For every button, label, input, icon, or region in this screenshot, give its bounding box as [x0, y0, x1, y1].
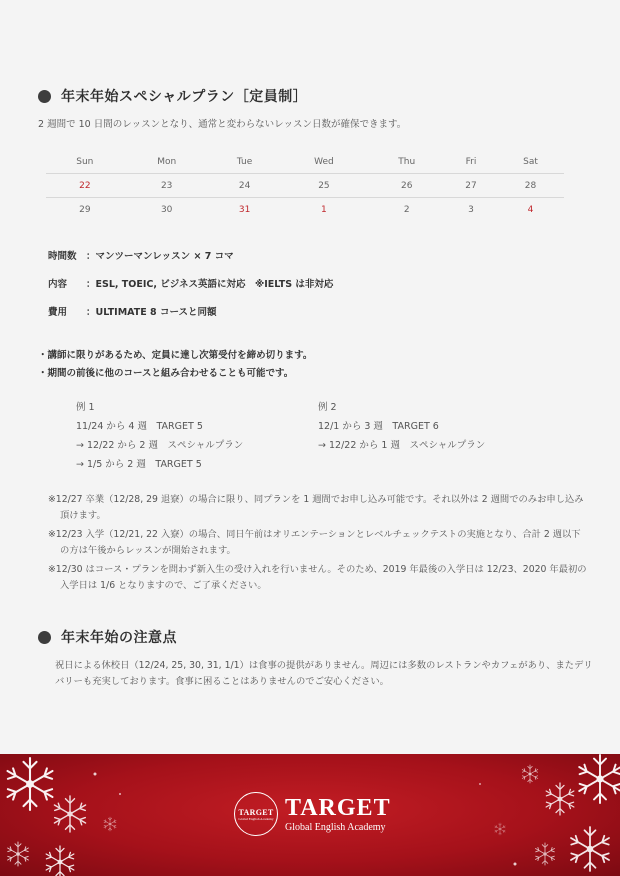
- example-line: 11/24 から 4 週 TARGET 5: [76, 421, 203, 432]
- info-content: [48, 276, 333, 290]
- example-1: [76, 398, 243, 474]
- example-line: 12/1 から 3 週 TARGET 6: [318, 421, 439, 432]
- logo-emblem-text: TARGET: [238, 807, 274, 817]
- calendar-date: 23: [124, 174, 210, 198]
- calendar-date: 30: [160, 204, 173, 215]
- example-line: → 12/22 から 1 週 スペシャルプラン: [318, 440, 486, 451]
- section-title: 年末年始の注意点: [61, 630, 177, 646]
- notice-body: 祝日による休校日（12/24, 25, 30, 31, 1/1）は食事の提供がありません。周辺には多数のレストランやカフェがあり、またデリバリーも充実しております。食事に困ることはありませんのでご安心ください。: [55, 660, 593, 687]
- calendar-date: 2: [403, 204, 410, 215]
- info-label: 時間数: [48, 251, 77, 262]
- bullet-list: [38, 347, 312, 383]
- target-logo: [234, 792, 391, 836]
- day-header: Sun: [46, 150, 124, 174]
- note-item: ※12/23 入学（12/21, 22 入寮）の場合、同日午前はオリエンテーションとレベルチェックテストの実施となり、合計 2 週以下の方は午後からレッスンが開始されます。: [48, 529, 581, 556]
- example-line: → 1/5 から 2 週 TARGET 5: [76, 459, 202, 470]
- info-value: ：ULTIMATE 8 コースと同額: [86, 307, 217, 318]
- logo-main-text: TARGET: [285, 794, 391, 821]
- info-label: 費用: [48, 307, 68, 318]
- section-heading-special-plan: [38, 86, 307, 106]
- logo-emblem: [234, 792, 278, 836]
- info-value: ：マンツーマンレッスン × 7 コマ: [86, 251, 234, 262]
- calendar-week-row: [46, 198, 564, 222]
- calendar-date: 3: [468, 204, 474, 215]
- info-value: ：ESL, TOEIC, ビジネス英語に対応 ※IELTS は非対応: [86, 279, 334, 290]
- example-2: [318, 398, 485, 455]
- day-header: Sat: [497, 150, 564, 174]
- info-label: 内容: [48, 279, 68, 290]
- calendar: [46, 150, 564, 221]
- logo-emblem-subtext: Global English Academy: [238, 816, 274, 821]
- logo-wordmark: [285, 796, 391, 833]
- calendar-date: 25: [279, 174, 368, 198]
- calendar-date-holiday: 22: [46, 174, 124, 198]
- calendar-week-row: [46, 174, 564, 198]
- logo-sub-text: Global English Academy: [285, 821, 386, 833]
- calendar-date-holiday: 31: [238, 204, 251, 215]
- calendar-date: 28: [497, 174, 564, 198]
- bullet-item: ・講師に限りがあるため、定員に達し次第受付を締め切ります。: [38, 350, 313, 361]
- example-title: 例 2: [318, 402, 337, 413]
- example-title: 例 1: [76, 402, 95, 413]
- day-header: Fri: [445, 150, 497, 174]
- day-header: Thu: [368, 150, 445, 174]
- calendar-date: 26: [368, 174, 445, 198]
- bullet-dot-icon: [38, 631, 51, 644]
- notes: [48, 492, 588, 597]
- note-item: ※12/27 卒業（12/28, 29 退寮）の場合に限り、同プランを 1 週間でお申し込み可能です。それ以外は 2 週間でのみお申し込み頂けます。: [48, 494, 584, 521]
- calendar-date: 29: [79, 204, 91, 215]
- calendar-date: 24: [210, 174, 280, 198]
- bullet-dot-icon: [38, 90, 51, 103]
- info-hours: [48, 248, 234, 262]
- note-item: ※12/30 はコース・プランを問わず新入生の受け入れを行いません。そのため、2019 年最後の入学日は 12/23、2020 年最初の入学日は 1/6 となりますので、ご了承ください。: [48, 564, 587, 591]
- info-fee: [48, 304, 217, 318]
- calendar-date-holiday: 4: [527, 204, 534, 215]
- day-header: Tue: [210, 150, 280, 174]
- calendar-date-holiday: 1: [321, 204, 327, 215]
- intro-text: 2 週間で 10 日間のレッスンとなり、通常と変わらないレッスン日数が確保できます。: [38, 119, 407, 130]
- section-heading-notice: [38, 627, 177, 647]
- bullet-item: ・期間の前後に他のコースと組み合わせることも可能です。: [38, 368, 294, 379]
- day-header: Wed: [279, 150, 368, 174]
- calendar-header-row: [46, 150, 564, 174]
- day-header: Mon: [124, 150, 210, 174]
- footer-banner: [0, 754, 620, 876]
- section-title: 年末年始スペシャルプラン［定員制］: [61, 89, 308, 105]
- example-line: → 12/22 から 2 週 スペシャルプラン: [76, 440, 244, 451]
- calendar-date: 27: [445, 174, 497, 198]
